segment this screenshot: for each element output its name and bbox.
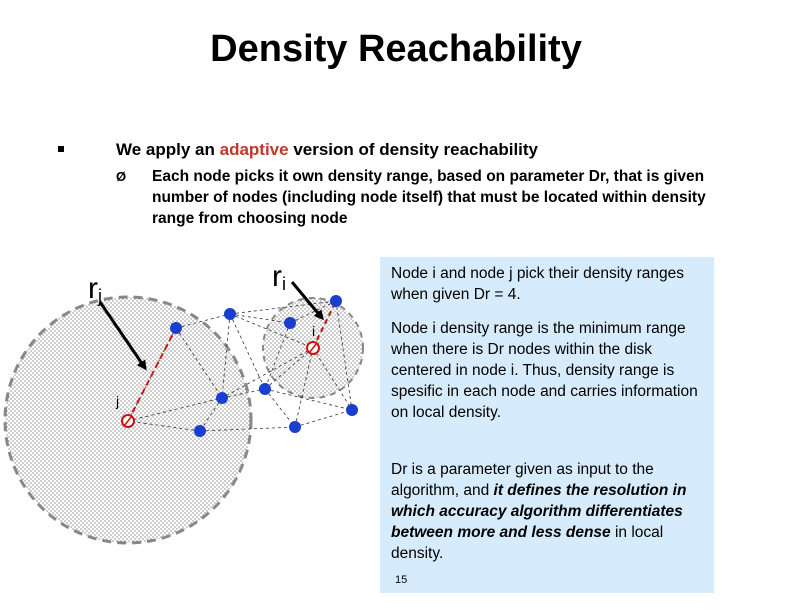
node <box>216 392 228 404</box>
node <box>259 383 271 395</box>
node <box>330 295 342 307</box>
node <box>346 404 358 416</box>
label-ri: ri <box>272 260 286 294</box>
panel-paragraph-dr4: Node i and node j pick their density ranges when given Dr = 4. <box>391 265 684 303</box>
sub-bullet-text: Each node picks it own density range, based on parameter Dr, that is given number of nodes (including node itself) that must be located within density range from choosing node <box>152 168 706 227</box>
node-i-label: i <box>312 323 316 339</box>
label-rj: rj <box>88 272 102 306</box>
node <box>194 425 206 437</box>
resolution-emphasis: it defines the resolution in which accuracy algorithm differentiates between more and less dense <box>391 482 687 541</box>
bullet-text: We apply an adaptive version of density reachability <box>116 140 539 159</box>
explanation-panel <box>380 257 714 593</box>
node <box>284 317 296 329</box>
page-number: 15 <box>395 574 408 586</box>
adaptive-highlight: adaptive <box>219 140 289 159</box>
arrow-bullet-icon: Ø <box>116 169 127 184</box>
panel-paragraph-range: Node i density range is the minimum range when there is Dr nodes within the disk centered in node i. Thus, density range is spesific in each node and carries information on local density. <box>391 320 698 421</box>
node-j-label: j <box>116 393 120 409</box>
node <box>224 308 236 320</box>
panel-paragraph-resolution: Dr is a parameter given as input to the algorithm, and it defines the resolution in which accuracy algorithm differentiates between more and less dense in local density. <box>391 461 687 562</box>
node <box>170 322 182 334</box>
slide-title: Density Reachability <box>210 28 582 70</box>
node <box>289 421 301 433</box>
